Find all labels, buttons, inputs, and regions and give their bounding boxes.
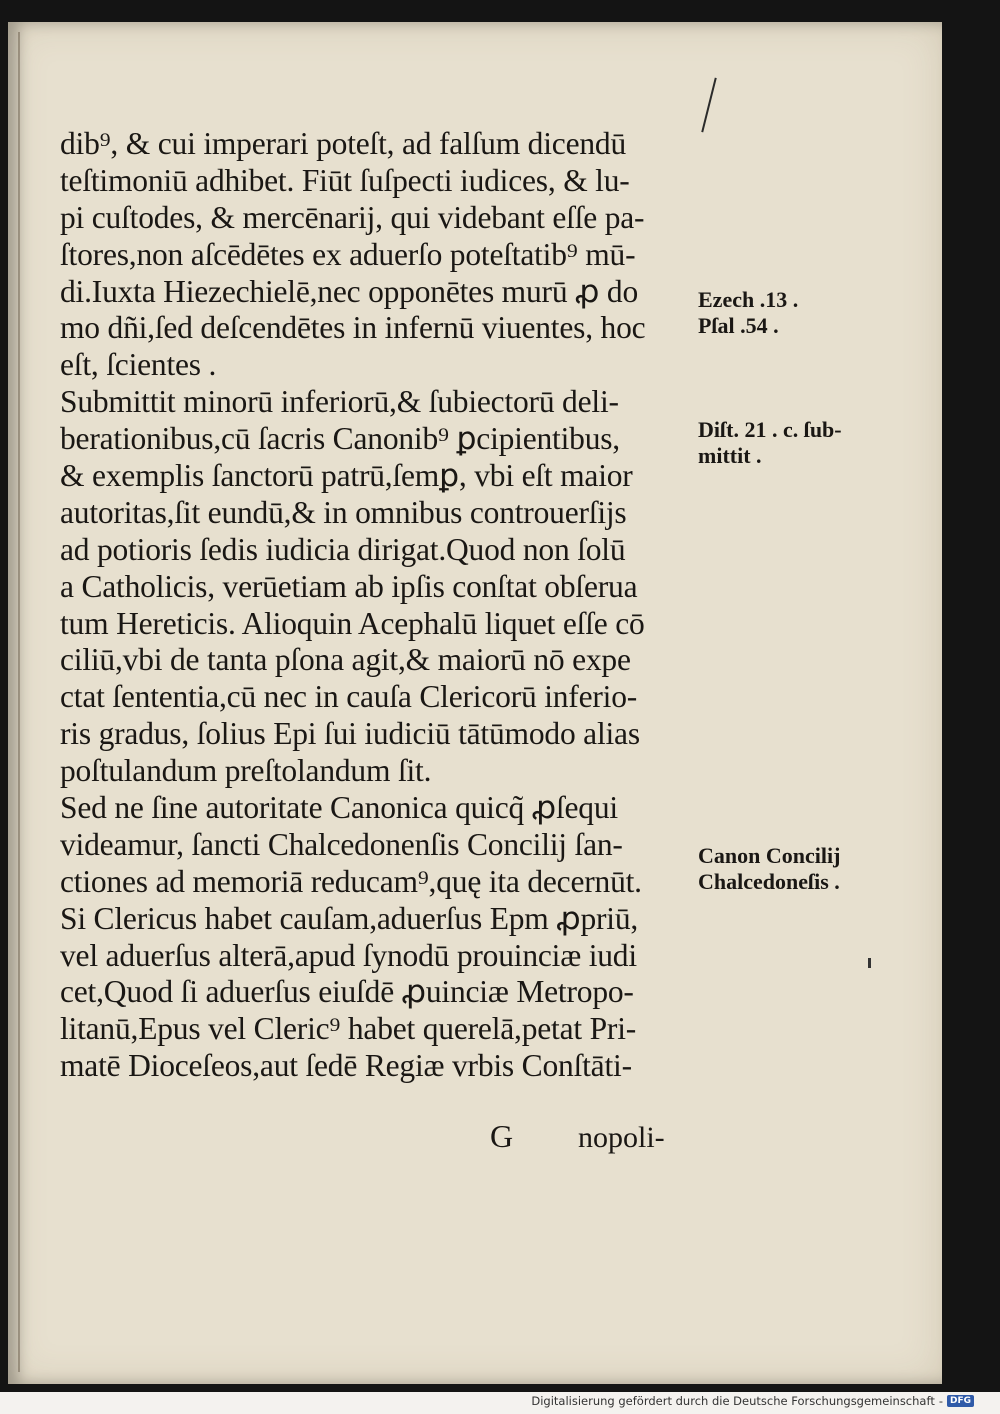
text-line: cet,Quod ſi aduerſus eiuſdē ꝓuinciæ Metropo- <box>60 974 634 1010</box>
text-line: litanū,Epus vel Cleric⁹ habet querelā,petat Pri- <box>60 1011 637 1047</box>
text-line: ad potioris ſedis iudicia dirigat.Quod non ſolū <box>60 531 626 567</box>
text-line: a Catholicis, verūetiam ab ipſis conſtat obſerua <box>60 568 638 604</box>
marginal-note-line: Chalcedoneſis . <box>698 869 840 894</box>
text-line: ctiones ad memoriā reducam⁹,quę ita decernūt. <box>60 863 642 899</box>
marginal-note-canon <box>698 843 938 895</box>
text-line: videamur, ſancti Chalcedonenſis Concilij ſan- <box>60 826 623 862</box>
marginal-note-line: Pſal .54 . <box>698 313 779 338</box>
pencil-mark <box>701 78 716 133</box>
text-line: Submittit minorū inferiorū,& ſubiectorū deli- <box>60 384 619 420</box>
text-line: di.Iuxta Hiezechielē,nec opponētes murū ꝓ do <box>60 273 639 309</box>
text-line: & exemplis ſanctorū patrū,ſemꝑ, vbi eſt maior <box>60 458 633 494</box>
text-line: ctat ſententia,cū nec in cauſa Clericorū inferio- <box>60 679 638 715</box>
text-line: Si Clericus habet cauſam,aduerſus Epm ꝓpriū, <box>60 900 639 936</box>
text-line: mo dñi,ſed deſcendētes in infernū viuentes, hoc <box>60 310 646 346</box>
text-line: berationibus,cū ſacris Canonib⁹ ꝑcipientibus, <box>60 421 620 457</box>
text-line: eſt, ſcientes . <box>60 347 217 383</box>
main-text-block <box>60 126 700 1085</box>
text-line: vel aduerſus alterā,apud ſynodū prouinciæ iudi <box>60 937 637 973</box>
text-line: tum Hereticis. Alioquin Acephalū liquet eſſe cō <box>60 605 645 641</box>
text-line: ris gradus, ſolius Epi ſui iudiciū tātūmodo alias <box>60 716 640 752</box>
dfg-logo-icon: DFG <box>947 1395 974 1407</box>
marginal-note-dist <box>698 417 938 469</box>
text-line: teſtimoniū adhibet. Fiūt ſuſpecti iudices, & lu- <box>60 162 630 198</box>
text-line: Sed ne ſine autoritate Canonica quicq̃ ꝓſequi <box>60 790 618 826</box>
gutter-shadow <box>18 32 20 1372</box>
marginal-note-ezech <box>698 287 938 339</box>
marginal-note-line: mittit . <box>698 443 762 468</box>
text-line: poſtulandum preſtolandum ſit. <box>60 753 432 789</box>
marginal-note-line: Diſt. 21 . c. ſub- <box>698 417 842 442</box>
text-line: ſtores,non aſcēdētes ex aduerſo poteſtatib⁹ mū- <box>60 236 636 272</box>
digitization-credit: Digitalisierung gefördert durch die Deutsche Forschungsgemeinschaft - DFG <box>531 1394 974 1408</box>
credit-text: Digitalisierung gefördert durch die Deutsche Forschungsgemeinschaft <box>531 1394 935 1408</box>
text-line: matē Dioceſeos,aut ſedē Regiæ vrbis Conſtāti- <box>60 1048 632 1084</box>
text-line: pi cuſtodes, & mercēnarij, qui videbant eſſe pa- <box>60 199 645 235</box>
text-line: autoritas,ſit eundū,& in omnibus controuerſijs <box>60 494 627 530</box>
text-line: ciliū,vbi de tanta pſona agit,& maiorū nō expe <box>60 642 631 678</box>
signature-mark: G <box>490 1118 514 1154</box>
text-line: dib⁹, & cui imperari poteſt, ad falſum dicendū <box>60 126 626 161</box>
marginal-note-line: Ezech .13 . <box>698 287 799 312</box>
catchword: nopoli- <box>578 1121 665 1154</box>
marginal-note-line: Canon Concilij <box>698 843 841 868</box>
stray-ink-mark <box>868 958 871 968</box>
